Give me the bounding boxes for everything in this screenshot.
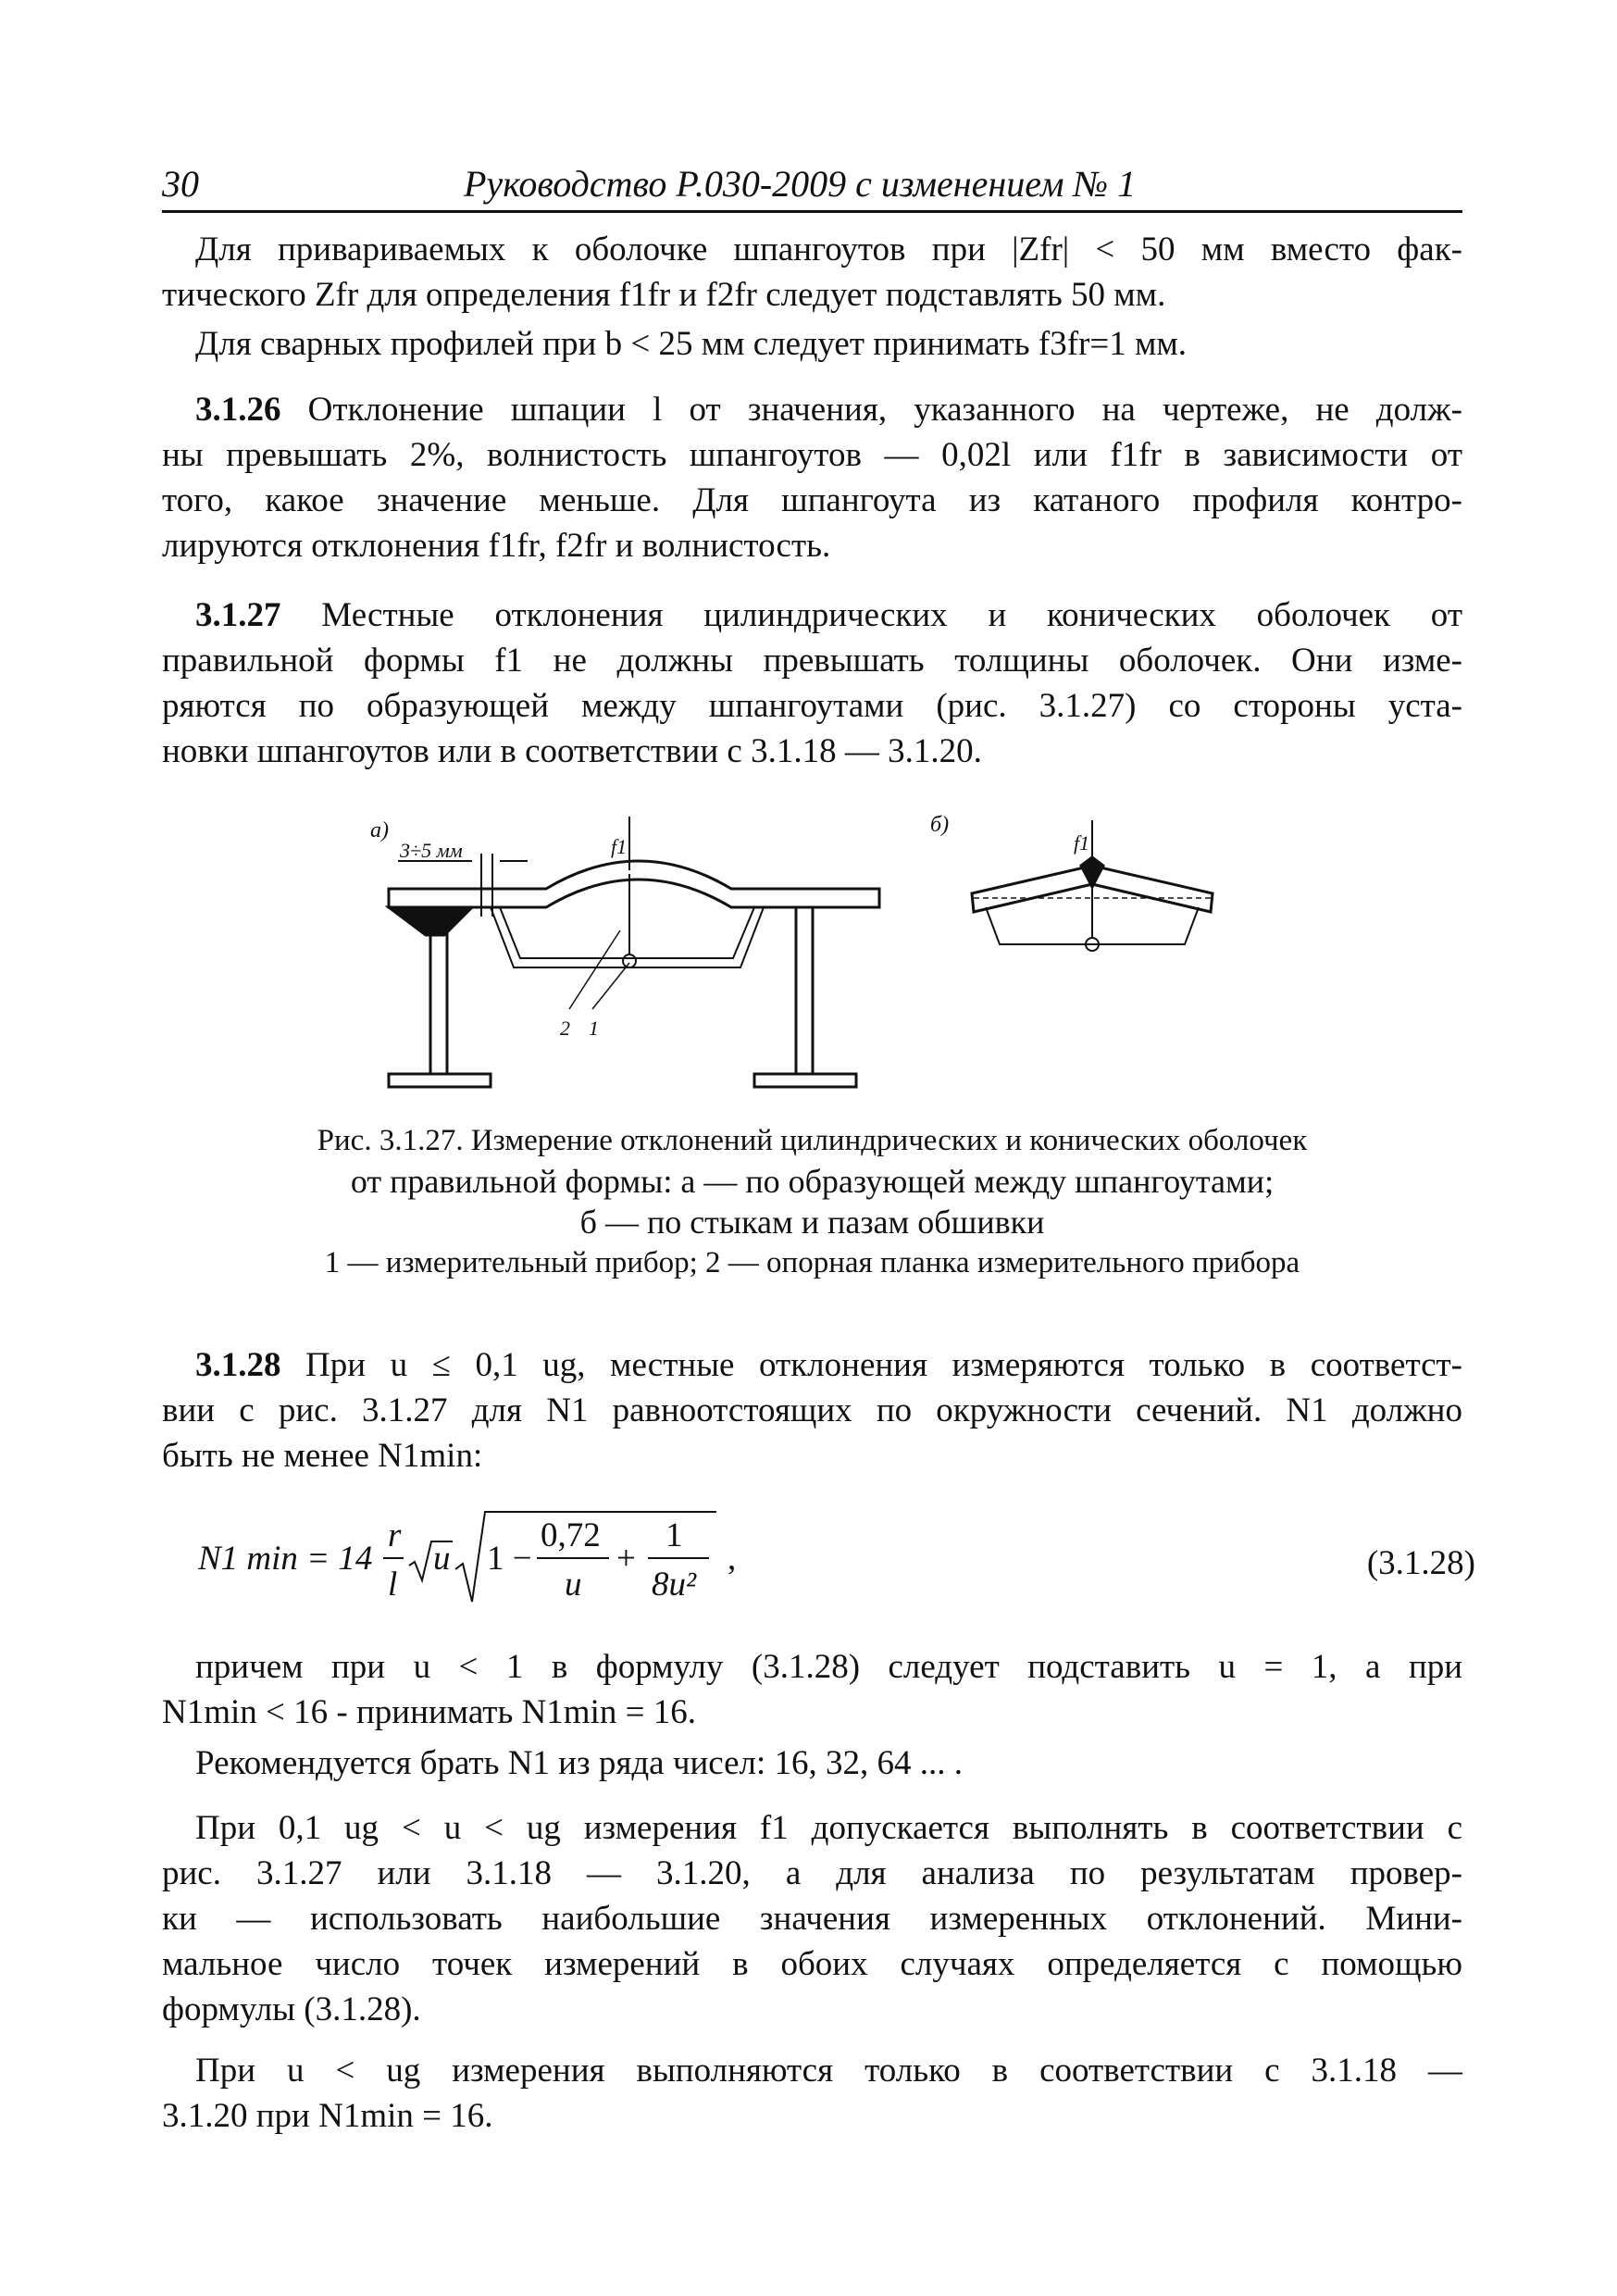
- dimension-label: 3÷5 мм: [400, 839, 463, 862]
- caption-line: 1 — измерительный прибор; 2 — опорная планка измерительного прибора: [324, 1246, 1300, 1279]
- formula-r: r: [388, 1516, 402, 1554]
- formula-lhs: N1 min = 14: [198, 1540, 373, 1578]
- text-line: 3.1.20 при N1min = 16.: [162, 2097, 493, 2135]
- caption-line: от правильной формы: а — по образующей между шпангоутами;: [350, 1163, 1275, 1200]
- text-line: ки — использовать наибольшие значения измеренных отклонений. Мини-: [162, 1900, 1462, 1938]
- measuring-device-a: [500, 907, 754, 958]
- frame-web-left: [430, 917, 447, 1074]
- weld-seam: [1081, 857, 1103, 887]
- frame-flange-left: [389, 1074, 491, 1087]
- formula-l: l: [388, 1566, 398, 1603]
- formula-den2: 8u²: [652, 1566, 697, 1603]
- callout-2: 2: [560, 1017, 570, 1040]
- text-line: быть не менее N1min:: [162, 1437, 483, 1475]
- text-line: Отклонение шпации l от значения, указанного на чертеже, не долж-: [307, 391, 1462, 429]
- paragraph-welded-profiles: [195, 321, 1462, 367]
- text-line: При u ≤ 0,1 ug, местные отклонения измеряются только в соответст-: [305, 1346, 1463, 1384]
- formula-comma: ,: [728, 1540, 737, 1578]
- paragraph-recommend: [195, 1741, 1462, 1786]
- text-line: Рекомендуется брать N1 из ряда чисел: 16, 32, 64 ... .: [195, 1744, 964, 1782]
- label-a: а): [370, 818, 389, 842]
- text-line: ряются по образующей между шпангоутами (рис. 3.1.27) со стороны уста-: [162, 687, 1462, 725]
- text-line: При u < ug измерения выполняются только в соответствии с 3.1.18 —: [195, 2052, 1462, 2090]
- label-b: б): [930, 815, 950, 837]
- frame-web-right: [796, 907, 813, 1074]
- text-line: мальное число точек измерений в обоих случаях определяется с помощью: [162, 1945, 1462, 1983]
- page-number: 30: [162, 163, 199, 205]
- paragraph-final: [162, 2048, 1462, 2139]
- text-line: новки шпангоутов или в соответствии с 3.1.18 — 3.1.20.: [162, 732, 982, 770]
- section-number: 3.1.26: [195, 391, 281, 429]
- text-line: Для сварных профилей при b < 25 мм следует принимать f3fr=1 мм.: [195, 325, 1188, 363]
- formula-plus: +: [616, 1540, 636, 1578]
- section-number: 3.1.28: [195, 1346, 281, 1384]
- text-line: причем при u < 1 в формулу (3.1.28) следует подставить u = 1, а при: [195, 1648, 1462, 1686]
- text-line: правильной формы f1 не должны превышать толщины оболочек. Они изме-: [162, 642, 1462, 680]
- shell-plate-b-left: [972, 866, 1092, 912]
- gauge-dial-a: [623, 955, 636, 967]
- text-line: того, какое значение меньше. Для шпангоута из катаного профиля контро-: [162, 481, 1462, 519]
- paragraph-measurement-range: [162, 1805, 1462, 2032]
- section-3-1-27: [162, 593, 1462, 774]
- callout-leader-2: [569, 930, 620, 1009]
- text-line: ны превышать 2%, волнистость шпангоутов — 0,02l или f1fr в зависимости от: [162, 436, 1462, 474]
- text-line: При 0,1 ug < u < ug измерения f1 допускается выполнять в соответствии с: [195, 1809, 1462, 1847]
- formula-one-minus: 1 −: [487, 1540, 532, 1578]
- paragraph-frames-welded: [162, 227, 1462, 318]
- callout-leader-1: [592, 963, 629, 1009]
- f1-label-a: f1: [611, 835, 628, 858]
- section-3-1-28: [162, 1342, 1462, 1479]
- formula-graphic: [198, 1504, 1031, 1616]
- page-header: [162, 162, 1462, 213]
- figure-caption: [162, 1120, 1462, 1283]
- text-line: формулы (3.1.28).: [162, 1990, 421, 2028]
- text-line: рис. 3.1.27 или 3.1.18 — 3.1.20, а для анализа по результатам провер-: [162, 1854, 1462, 1892]
- formula-den1: u: [565, 1566, 582, 1603]
- section-3-1-26: [162, 387, 1462, 568]
- caption-line: б — по стыкам и пазам обшивки: [579, 1204, 1045, 1241]
- f1-label-b: f1: [1074, 831, 1090, 855]
- text-line: вии с рис. 3.1.27 для N1 равноотстоящих по окружности сечений. N1 должно: [162, 1391, 1462, 1429]
- text-line: Для привариваемых к оболочке шпангоутов при |Zfr| < 50 мм вместо фак-: [195, 231, 1462, 268]
- shell-plate-b-right: [1092, 866, 1213, 912]
- paragraph-after-formula: [162, 1644, 1462, 1735]
- equation-number: (3.1.28): [1366, 1544, 1475, 1582]
- caption-line: Рис. 3.1.27. Измерение отклонений цилиндрических и конических оболочек: [317, 1124, 1308, 1157]
- formula-3-1-28: [198, 1504, 1475, 1616]
- formula-num1: 0,72: [541, 1516, 601, 1554]
- figure-3-1-27: [361, 815, 1277, 1111]
- text-line: тического Zfr для определения f1fr и f2fr следует подставлять 50 мм.: [162, 276, 1166, 314]
- frame-flange-right: [754, 1074, 856, 1087]
- section-number: 3.1.27: [195, 596, 281, 634]
- text-line: N1min < 16 - принимать N1min = 16.: [162, 1693, 696, 1731]
- text-line: Местные отклонения цилиндрических и конических оболочек от: [321, 596, 1462, 634]
- shell-plate-a: [389, 861, 879, 907]
- callout-1: 1: [589, 1017, 599, 1040]
- running-title: Руководство Р.030-2009 с изменением № 1: [464, 163, 1137, 205]
- formula-sqrt-u: u: [433, 1540, 451, 1578]
- text-line: лируются отклонения f1fr, f2fr и волнистость.: [162, 527, 831, 565]
- formula-num2: 1: [665, 1516, 683, 1554]
